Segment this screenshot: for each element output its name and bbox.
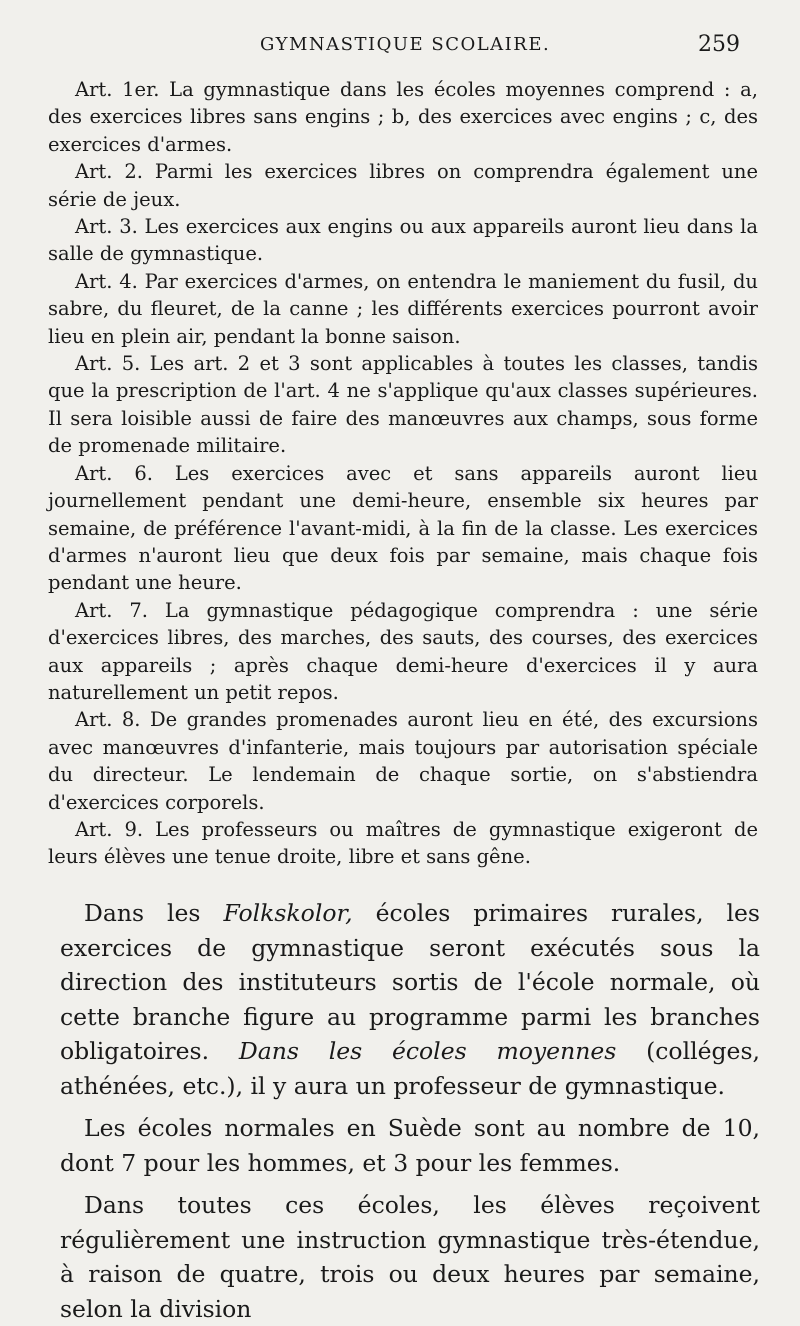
p1-italic-ecoles: Dans les écoles moyennes: [238, 1037, 617, 1065]
main-text: [60, 896, 760, 1326]
running-title: GYMNASTIQUE SCOLAIRE.: [260, 34, 551, 55]
paragraph-folkskolor: [60, 896, 760, 1103]
p1-italic-folkskolor: Folkskolor,: [223, 899, 353, 927]
article-7: Art. 7. La gymnastique pédagogique comprendra : une série d'exercices libres, des marches, des sauts, des courses, des exercices aux appareils ; après chaque demi-heure d'exercices il y aura naturellement un petit repos.: [48, 598, 758, 704]
p1-end: (colléges, athénées, etc.), il y aura un professeur de gymnastique.: [60, 1037, 760, 1100]
article-3: Art. 3. Les exercices aux engins ou aux appareils auront lieu dans la salle de gymnastique.: [48, 215, 758, 266]
paragraph-instruction: Dans toutes ces écoles, les élèves reçoivent régulièrement une instruction gymnastique très-étendue, à raison de quatre, trois ou deux heures par semaine, selon la division: [60, 1191, 760, 1323]
p1-mid: écoles primaires rurales, les exercices de gymnastique seront exécutés sous la direction des instituteurs sortis de l'école normale, où cette branche figure au programme parmi les branches obligatoires.: [60, 899, 760, 1065]
article-5: Art. 5. Les art. 2 et 3 sont applicables à toutes les classes, tandis que la prescription de l'art. 4 ne s'applique qu'aux classes supérieures. Il sera loisible aussi de faire des manœuvres aux champs, sous forme de promenade militaire.: [48, 352, 758, 458]
running-head: [0, 34, 800, 64]
p1-start: Dans les: [84, 899, 224, 927]
article-2: Art. 2. Parmi les exercices libres on comprendra également une série de jeux.: [48, 160, 758, 211]
page-number: 259: [698, 32, 740, 57]
regulation-articles: [48, 76, 758, 871]
paragraph-ecoles-normales: Les écoles normales en Suède sont au nombre de 10, dont 7 pour les hommes, et 3 pour les femmes.: [60, 1114, 760, 1177]
article-4: Art. 4. Par exercices d'armes, on entendra le maniement du fusil, du sabre, du fleuret, de la canne ; les différents exercices pourront avoir lieu en plein air, pendant la bonne saison.: [48, 269, 758, 348]
article-9: Art. 9. Les professeurs ou maîtres de gymnastique exigeront de leurs élèves une tenue droite, libre et sans gêne.: [48, 817, 758, 869]
article-1: Art. 1er. La gymnastique dans les écoles moyennes comprend : a, des exercices libres sans engins ; b, des exercices avec engins ; c, des exercices d'armes.: [48, 78, 758, 156]
article-8: Art. 8. De grandes promenades auront lieu en été, des excursions avec manœuvres d'infanterie, mais toujours par autorisation spéciale du directeur. Le lendemain de chaque sortie, on s'abstiendra d'exercices corporels.: [48, 708, 758, 814]
article-6: Art. 6. Les exercices avec et sans appareils auront lieu journellement pendant une demi-heure, ensemble six heures par semaine, de préférence l'avant-midi, à la fin de la classe. Les exercices d'armes n'auront lieu que deux fois par semaine, mais chaque fois pendant une heure.: [48, 461, 758, 595]
